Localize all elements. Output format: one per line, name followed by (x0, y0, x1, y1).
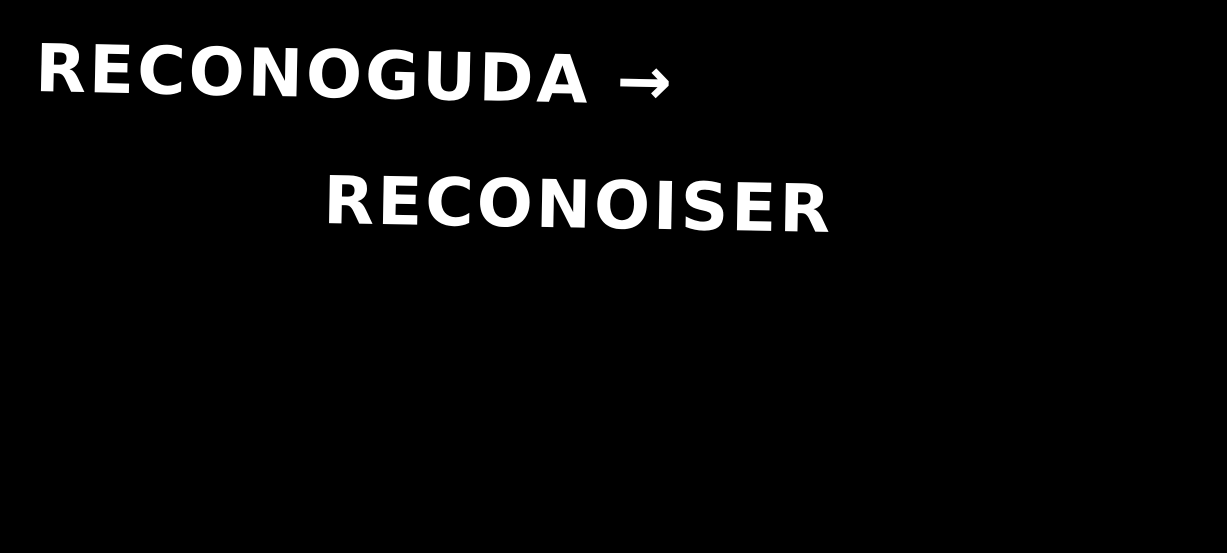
note-line-2: RECONOISER (322, 162, 834, 248)
note-line-1: RECONOGUDA → (34, 30, 676, 121)
